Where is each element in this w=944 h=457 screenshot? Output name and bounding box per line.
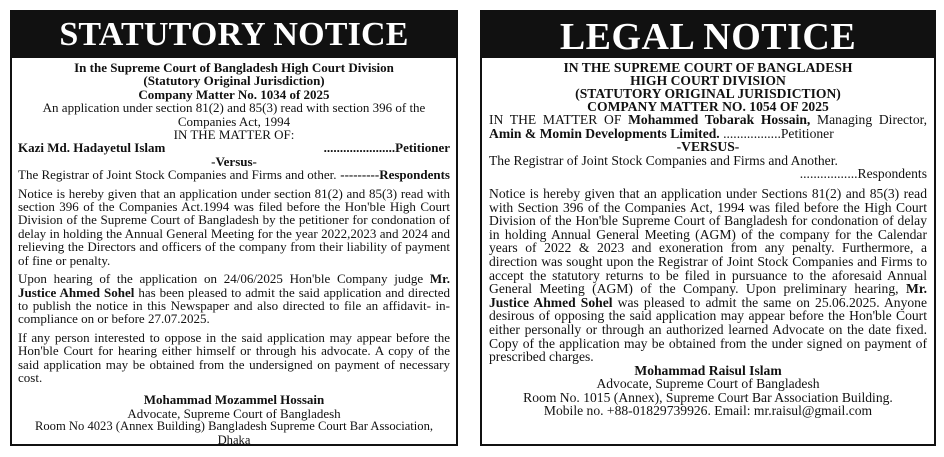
judge-name: Mr. Justice Ahmed Sohel <box>18 271 450 300</box>
company-matter: Company Matter No. 1034 of 2025 <box>138 86 330 102</box>
paragraph-2-text-b: has been pleased to admit the said application and directed to publish the notice in this Newspaper and also directed to file an affidavit- in-compliance on or before 27.07.2025. <box>18 284 451 327</box>
signatory-address: Room No 4023 (Annex Building) Bangladesh Supreme Court Bar Association, Dhaka <box>34 419 434 447</box>
signatory-name: Mohammad Raisul Islam <box>634 362 782 378</box>
application-line: An application under section 81(2) and 85(3) read with section 396 of the Companies Act, 1994 <box>42 100 426 129</box>
paragraph-2-text-a: Upon hearing of the application on 24/06/2025 Hon'ble Company judge <box>18 271 430 287</box>
petitioner-label: ......................Petitioner <box>323 140 450 156</box>
petitioner-label: .................Petitioner <box>719 125 834 141</box>
statutory-notice-body <box>12 58 456 447</box>
notice-paragraph-1: Notice is hereby given that an application under section 81(2) and 85(3) read with section 396 of the Companies Act.1994 was filed before the Hon'ble High Court Division of the Supreme Court of Bangladesh by the petitioner for condonation of delay in holding the Annual General Meeting for the year 2022,2023 and 2024 and relieving the Directors and officers of the company from their liability of payment of fine or penalty. <box>18 185 450 268</box>
versus: -Versus- <box>211 153 257 169</box>
versus: -VERSUS- <box>676 139 740 155</box>
in-the-matter: IN THE MATTER OF: <box>173 127 295 143</box>
notice-paragraph-2 <box>18 272 450 326</box>
respondents-row <box>18 168 450 181</box>
court-name-line-2: HIGH COURT DIVISION <box>630 73 786 88</box>
court-name-line-1: IN THE SUPREME COURT OF BANGLADESH <box>563 60 853 75</box>
matter-of-line <box>489 113 927 140</box>
legal-notice-body <box>482 58 934 418</box>
statutory-notice <box>10 10 458 446</box>
judge-name: Mr. Justice Ahmed Sohel <box>489 281 927 310</box>
company-name: Amin & Momin Developments Limited. <box>489 125 720 141</box>
jurisdiction: (STATUTORY ORIGINAL JURISDICTION) <box>575 86 841 101</box>
statutory-notice-header: STATUTORY NOTICE <box>12 12 456 58</box>
petitioner-name: Kazi Md. Hadayetul Islam <box>18 140 166 156</box>
signatory-contact: Mobile no. +88-01829739926. Email: mr.raisul@gmail.com <box>543 403 873 419</box>
petitioner-role: Managing Director, <box>810 112 927 127</box>
matter-of-prefix: IN THE MATTER OF <box>489 112 629 127</box>
court-name: In the Supreme Court of Bangladesh High Court Division <box>74 60 394 75</box>
legal-notice <box>480 10 936 446</box>
signatory-title: Advocate, Supreme Court of Bangladesh <box>596 376 820 392</box>
signatory-title: Advocate, Supreme Court of Bangladesh <box>127 405 341 421</box>
notice-paragraph <box>489 187 927 364</box>
paragraph-text-a: Notice is hereby given that an application under Sections 81(2) and 85(3) read with Section 396 of the Companies Act, 1994 was filed before the High Court Division of the Hon'ble Supreme Court of Bangladesh for condonation of delay in holding Annual General Meeting (AGM) of the company for the Calendar years of 2022 & 2023 and exoneration from any penalty. Furthermore, a direction was sought upon the Registrar of Joint Stock Companies and Firms to accept the statutory returns to be filed in pursuance to the aforesaid Annual General Meeting (AGM) of the Company. Upon preliminary hearing, <box>489 185 927 297</box>
respondents-text: The Registrar of Joint Stock Companies and Firms and other. <box>18 167 337 183</box>
petitioner-name: Mohammed Tobarak Hossain, <box>628 112 811 127</box>
legal-notice-header: LEGAL NOTICE <box>482 12 934 58</box>
notice-paragraph-3: If any person interested to oppose in the said application may appear before the Hon'ble Court for hearing either himself or through his advocate. A copy of the said application may be obtained from the undersigned on payment of necessary cost. <box>18 329 450 385</box>
signatory-name: Mohammad Mozammel Hossain <box>143 392 325 408</box>
respondents-text: The Registrar of Joint Stock Companies and Firms and Another. <box>489 152 838 168</box>
signatory-address: Room No. 1015 (Annex), Supreme Court Bar Association Building. <box>523 389 893 405</box>
petitioner-row <box>18 141 450 154</box>
paragraph-text-b: was pleased to admit the same on 25.06.2025. Anyone desirous of opposing the said application may appear before the Hon'ble Court either personally or through an authorized learned Advocate on the date fixed. Copy of the application may be obtained from the under signed on payment of prescribed charges. <box>489 294 927 365</box>
respondents-label: ---------Respondents <box>340 167 450 183</box>
company-matter: COMPANY MATTER NO. 1054 OF 2025 <box>587 99 829 114</box>
respondents-label: .................Respondents <box>799 166 927 182</box>
jurisdiction: (Statutory Original Jurisdiction) <box>143 73 325 89</box>
